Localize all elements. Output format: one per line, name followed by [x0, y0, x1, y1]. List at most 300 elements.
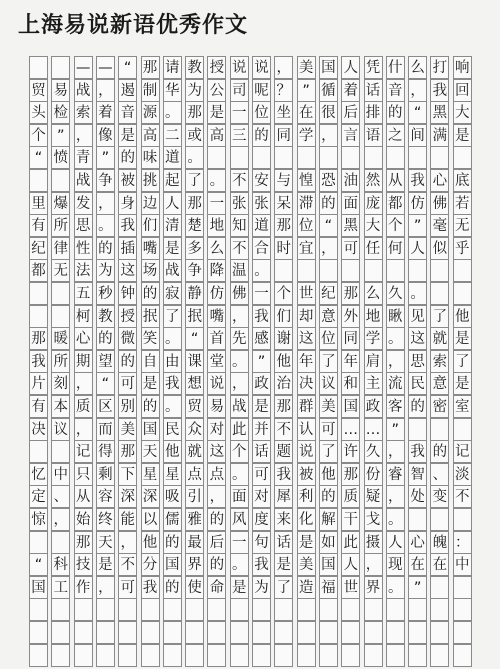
grid-cell: 国 [29, 576, 48, 599]
grid-cell [341, 598, 360, 621]
grid-cell: ， [408, 79, 427, 102]
grid-row [29, 598, 473, 621]
grid-cell: 话 [274, 531, 293, 554]
grid-row [29, 124, 473, 147]
grid-cell: 道 [163, 146, 182, 169]
grid-cell: 高 [141, 124, 160, 147]
grid-cell [408, 598, 427, 621]
grid-cell: ” [252, 350, 271, 373]
grid-cell: 同 [274, 124, 293, 147]
grid-cell: 知 [230, 214, 249, 237]
grid-row [29, 576, 473, 599]
grid-cell: 制 [141, 79, 160, 102]
grid-cell: 的 [118, 146, 137, 169]
grid-cell: 恐 [319, 169, 338, 192]
grid-row [29, 508, 473, 531]
grid-cell: 人 [163, 192, 182, 215]
grid-row [29, 372, 473, 395]
grid-cell: 可 [319, 418, 338, 441]
grid-cell: 戈 [364, 508, 383, 531]
grid-cell [207, 621, 226, 644]
grid-cell: 心 [74, 327, 93, 350]
grid-cell: 人 [408, 237, 427, 260]
grid-cell [430, 621, 449, 644]
grid-cell: ， [96, 576, 115, 599]
grid-cell [51, 282, 70, 305]
grid-cell: 嘴 [207, 305, 226, 328]
grid-cell: 地 [207, 214, 226, 237]
grid-cell: 愤 [51, 146, 70, 169]
grid-cell: 。 [163, 101, 182, 124]
grid-cell: 遏 [118, 79, 137, 102]
grid-cell: 华 [163, 79, 182, 102]
grid-cell: 区 [96, 395, 115, 418]
grid-cell: 易 [51, 79, 70, 102]
grid-cell: 是 [297, 531, 316, 554]
grid-cell [386, 259, 405, 282]
grid-cell: 味 [141, 146, 160, 169]
grid-cell: ， [386, 485, 405, 508]
grid-cell: 面 [230, 485, 249, 508]
grid-cell: ， [96, 192, 115, 215]
grid-cell: 美 [319, 395, 338, 418]
grid-cell: 。 [230, 463, 249, 486]
grid-cell [364, 259, 383, 282]
grid-cell [185, 621, 204, 644]
grid-cell: 贸 [185, 395, 204, 418]
grid-cell: 的 [430, 440, 449, 463]
grid-cell: 如 [319, 531, 338, 554]
grid-cell: 的 [163, 576, 182, 599]
grid-row [29, 79, 473, 102]
grid-cell: 以 [141, 508, 160, 531]
grid-cell: 位 [297, 214, 316, 237]
grid-cell: 了 [274, 576, 293, 599]
grid-cell [141, 598, 160, 621]
grid-cell: 的 [319, 485, 338, 508]
grid-cell: 由 [163, 350, 182, 373]
grid-cell: 就 [185, 440, 204, 463]
grid-cell: ” [96, 146, 115, 169]
grid-cell: 佛 [230, 282, 249, 305]
grid-cell: 微 [118, 327, 137, 350]
grid-cell [252, 146, 271, 169]
grid-cell: 。 [386, 576, 405, 599]
grid-cell: 刻 [51, 372, 70, 395]
grid-cell: 定 [29, 485, 48, 508]
grid-cell: 楚 [185, 214, 204, 237]
grid-cell [430, 146, 449, 169]
grid-cell: 音 [386, 79, 405, 102]
grid-cell: 钟 [118, 282, 137, 305]
grid-cell: 福 [319, 576, 338, 599]
grid-cell: 天 [96, 531, 115, 554]
grid-cell [207, 146, 226, 169]
grid-cell: 五 [74, 282, 93, 305]
grid-cell [319, 146, 338, 169]
grid-cell: 的 [207, 508, 226, 531]
grid-cell: 人 [386, 531, 405, 554]
grid-cell: 是 [230, 576, 249, 599]
grid-row [29, 192, 473, 215]
grid-cell: 打 [430, 56, 449, 79]
grid-cell: 司 [230, 79, 249, 102]
grid-cell [29, 621, 48, 644]
grid-cell [74, 644, 93, 667]
grid-cell: 记 [74, 440, 93, 463]
grid-cell: 为 [252, 576, 271, 599]
grid-cell: 智 [408, 463, 427, 486]
grid-cell: 呢 [252, 79, 271, 102]
grid-cell: — [96, 56, 115, 79]
grid-cell: 可 [252, 463, 271, 486]
grid-cell: 儒 [163, 508, 182, 531]
grid-cell: 授 [118, 305, 137, 328]
grid-cell [252, 598, 271, 621]
grid-cell: — [74, 56, 93, 79]
grid-cell: “ [29, 146, 48, 169]
grid-cell: 室 [453, 395, 472, 418]
grid-cell: 民 [408, 372, 427, 395]
grid-cell: 年 [341, 350, 360, 373]
grid-cell: 插 [118, 237, 137, 260]
grid-row [29, 418, 473, 441]
grid-cell: 三 [230, 124, 249, 147]
grid-row [29, 644, 473, 667]
grid-cell: 不 [230, 237, 249, 260]
grid-cell: 质 [74, 395, 93, 418]
grid-cell: 化 [297, 508, 316, 531]
grid-cell [341, 146, 360, 169]
grid-cell [96, 598, 115, 621]
grid-cell: 二 [163, 124, 182, 147]
grid-cell [230, 621, 249, 644]
grid-cell: 言 [341, 124, 360, 147]
grid-row [29, 621, 473, 644]
grid-cell: 来 [274, 508, 293, 531]
grid-cell: ， [319, 237, 338, 260]
grid-cell [185, 598, 204, 621]
grid-cell: 合 [252, 237, 271, 260]
grid-cell: 却 [297, 305, 316, 328]
grid-cell: 教 [185, 56, 204, 79]
grid-cell: 我 [252, 553, 271, 576]
grid-cell: 音 [118, 101, 137, 124]
grid-cell: 我 [274, 463, 293, 486]
grid-cell: 场 [141, 259, 160, 282]
grid-cell: 地 [364, 305, 383, 328]
grid-cell: 庞 [364, 192, 383, 215]
grid-cell: 个 [386, 214, 405, 237]
grid-cell: 柯 [74, 305, 93, 328]
grid-cell: 对 [207, 418, 226, 441]
grid-cell [274, 644, 293, 667]
grid-cell: 很 [319, 101, 338, 124]
grid-cell: 暖 [51, 327, 70, 350]
grid-row [29, 169, 473, 192]
grid-cell [141, 644, 160, 667]
grid-cell: 清 [163, 214, 182, 237]
grid-cell: 时 [274, 237, 293, 260]
grid-cell: 笑 [141, 327, 160, 350]
grid-cell [118, 598, 137, 621]
grid-cell: 从 [386, 169, 405, 192]
grid-cell: 主 [364, 372, 383, 395]
grid-cell: 堂 [207, 350, 226, 373]
grid-cell [386, 146, 405, 169]
grid-cell: 是 [118, 124, 137, 147]
grid-cell [408, 621, 427, 644]
grid-cell: 利 [297, 485, 316, 508]
grid-cell: 么 [408, 56, 427, 79]
grid-cell: 可 [118, 576, 137, 599]
grid-cell: “ [185, 327, 204, 350]
grid-cell: 造 [297, 576, 316, 599]
grid-cell: 张 [230, 192, 249, 215]
grid-cell: 。 [386, 327, 405, 350]
grid-cell: 那 [74, 531, 93, 554]
grid-cell: ” [51, 124, 70, 147]
grid-cell [96, 621, 115, 644]
grid-cell: 我 [430, 79, 449, 102]
grid-cell: 份 [364, 463, 383, 486]
grid-cell [29, 598, 48, 621]
grid-cell: 坐 [274, 101, 293, 124]
grid-cell: 那 [274, 214, 293, 237]
grid-cell: 课 [185, 350, 204, 373]
grid-cell: 政 [364, 395, 383, 418]
grid-cell [207, 598, 226, 621]
grid-cell: 索 [430, 350, 449, 373]
grid-cell: 边 [141, 192, 160, 215]
grid-cell [274, 621, 293, 644]
grid-cell: 律 [51, 237, 70, 260]
grid-cell: 了 [430, 305, 449, 328]
grid-cell: 的 [252, 124, 271, 147]
grid-cell: ， [230, 305, 249, 328]
grid-cell: 回 [453, 79, 472, 102]
grid-cell: “ [118, 56, 137, 79]
grid-cell: 外 [341, 305, 360, 328]
grid-cell: 瞅 [386, 305, 405, 328]
grid-cell [430, 259, 449, 282]
grid-cell: 那 [341, 463, 360, 486]
grid-cell: 秒 [96, 282, 115, 305]
grid-cell: 性 [74, 237, 93, 260]
grid-cell: 个 [29, 124, 48, 147]
grid-cell: 说 [230, 56, 249, 79]
grid-row [29, 282, 473, 305]
grid-cell: 睿 [386, 463, 405, 486]
grid-cell: 被 [118, 169, 137, 192]
grid-cell: 战 [74, 79, 93, 102]
grid-cell: 命 [207, 576, 226, 599]
grid-cell: 有 [29, 214, 48, 237]
grid-cell: 油 [341, 169, 360, 192]
grid-cell [319, 644, 338, 667]
grid-cell: 着 [96, 101, 115, 124]
grid-cell: 技 [74, 553, 93, 576]
grid-cell: 那 [118, 440, 137, 463]
grid-cell: 对 [252, 485, 271, 508]
grid-cell: 挑 [141, 169, 160, 192]
grid-cell [453, 259, 472, 282]
grid-cell: 治 [274, 372, 293, 395]
grid-cell: 道 [252, 214, 271, 237]
grid-cell: 吸 [163, 485, 182, 508]
grid-cell [297, 259, 316, 282]
grid-cell: 面 [341, 192, 360, 215]
grid-cell: 大 [453, 101, 472, 124]
grid-cell [453, 576, 472, 599]
grid-cell: ， [274, 56, 293, 79]
grid-cell: 佛 [430, 192, 449, 215]
grid-cell [453, 146, 472, 169]
grid-cell: 本 [51, 395, 70, 418]
grid-cell: 人 [341, 56, 360, 79]
grid-cell [408, 508, 427, 531]
grid-cell: ， [230, 372, 249, 395]
grid-cell: 说 [207, 372, 226, 395]
grid-cell: ， [319, 124, 338, 147]
grid-cell: 只 [74, 463, 93, 486]
grid-cell [51, 169, 70, 192]
grid-cell: 。 [408, 282, 427, 305]
grid-cell [29, 169, 48, 192]
grid-cell: 法 [74, 259, 93, 282]
grid-cell [453, 644, 472, 667]
grid-cell: 不 [118, 553, 137, 576]
grid-cell: 说 [252, 56, 271, 79]
grid-cell: 滞 [297, 192, 316, 215]
grid-cell: 引 [185, 485, 204, 508]
grid-cell [29, 440, 48, 463]
grid-row [29, 237, 473, 260]
grid-cell: 。 [185, 146, 204, 169]
grid-cell: 战 [230, 395, 249, 418]
grid-cell: 心 [408, 531, 427, 554]
grid-cell: 我 [408, 169, 427, 192]
grid-cell [364, 644, 383, 667]
grid-cell: 他 [141, 531, 160, 554]
grid-cell: 久 [386, 282, 405, 305]
grid-cell [453, 508, 472, 531]
grid-cell: 他 [319, 463, 338, 486]
grid-cell: 的 [386, 101, 405, 124]
grid-cell: 众 [185, 418, 204, 441]
grid-cell: 年 [297, 350, 316, 373]
grid-cell [297, 598, 316, 621]
grid-cell: 风 [230, 508, 249, 531]
grid-cell [453, 282, 472, 305]
grid-cell: 得 [96, 440, 115, 463]
grid-cell [453, 621, 472, 644]
grid-cell: 科 [51, 553, 70, 576]
grid-cell [141, 621, 160, 644]
grid-cell: 为 [185, 79, 204, 102]
grid-cell: 然 [364, 169, 383, 192]
grid-cell: 我 [118, 214, 137, 237]
grid-cell: 可 [341, 237, 360, 260]
grid-cell: 我 [163, 372, 182, 395]
grid-cell: 满 [430, 124, 449, 147]
grid-cell: 句 [252, 531, 271, 554]
grid-cell [96, 644, 115, 667]
grid-cell: 的 [408, 395, 427, 418]
grid-cell [319, 259, 338, 282]
grid-cell: 。 [207, 169, 226, 192]
grid-cell [118, 644, 137, 667]
grid-cell [51, 440, 70, 463]
grid-cell: 个 [274, 282, 293, 305]
grid-cell: ” [297, 79, 316, 102]
grid-cell: ” [386, 418, 405, 441]
grid-cell: 容 [96, 485, 115, 508]
grid-cell: 呆 [274, 192, 293, 215]
grid-cell: 在 [408, 553, 427, 576]
grid-cell: 似 [430, 237, 449, 260]
grid-cell: 是 [274, 553, 293, 576]
grid-cell: 毫 [430, 214, 449, 237]
grid-cell: 的 [96, 327, 115, 350]
grid-cell: 是 [207, 101, 226, 124]
grid-cell [297, 621, 316, 644]
grid-cell: 温 [230, 259, 249, 282]
grid-cell: 青 [74, 146, 93, 169]
grid-cell: 思 [74, 214, 93, 237]
grid-cell: 学 [297, 124, 316, 147]
grid-cell: 世 [341, 576, 360, 599]
grid-cell [51, 531, 70, 554]
grid-cell: 大 [364, 214, 383, 237]
grid-cell: 他 [453, 305, 472, 328]
grid-cell: 安 [252, 169, 271, 192]
grid-cell [297, 644, 316, 667]
grid-cell: 首 [207, 327, 226, 350]
grid-cell [185, 644, 204, 667]
grid-cell: 这 [408, 327, 427, 350]
grid-cell: 下 [118, 463, 137, 486]
grid-cell: 他 [274, 350, 293, 373]
grid-cell [163, 598, 182, 621]
grid-row [29, 56, 473, 79]
grid-cell [29, 282, 48, 305]
grid-cell: ， [74, 418, 93, 441]
grid-cell: 我 [29, 350, 48, 373]
grid-cell: 那 [185, 101, 204, 124]
grid-cell [453, 598, 472, 621]
grid-cell [430, 598, 449, 621]
grid-cell: … [341, 418, 360, 441]
grid-cell: 淡 [453, 463, 472, 486]
grid-cell: 度 [252, 508, 271, 531]
grid-cell: 若 [453, 192, 472, 215]
grid-cell: 授 [207, 56, 226, 79]
grid-cell: 是 [453, 124, 472, 147]
grid-row [29, 146, 473, 169]
grid-cell: 语 [364, 124, 383, 147]
grid-cell: 使 [185, 576, 204, 599]
grid-cell: 话 [364, 79, 383, 102]
grid-cell: 中 [453, 553, 472, 576]
grid-cell: 都 [386, 192, 405, 215]
grid-cell: “ [96, 372, 115, 395]
grid-cell: 与 [274, 169, 293, 192]
grid-cell: 在 [430, 553, 449, 576]
grid-cell [51, 305, 70, 328]
grid-cell: 美 [118, 418, 137, 441]
grid-cell [341, 621, 360, 644]
